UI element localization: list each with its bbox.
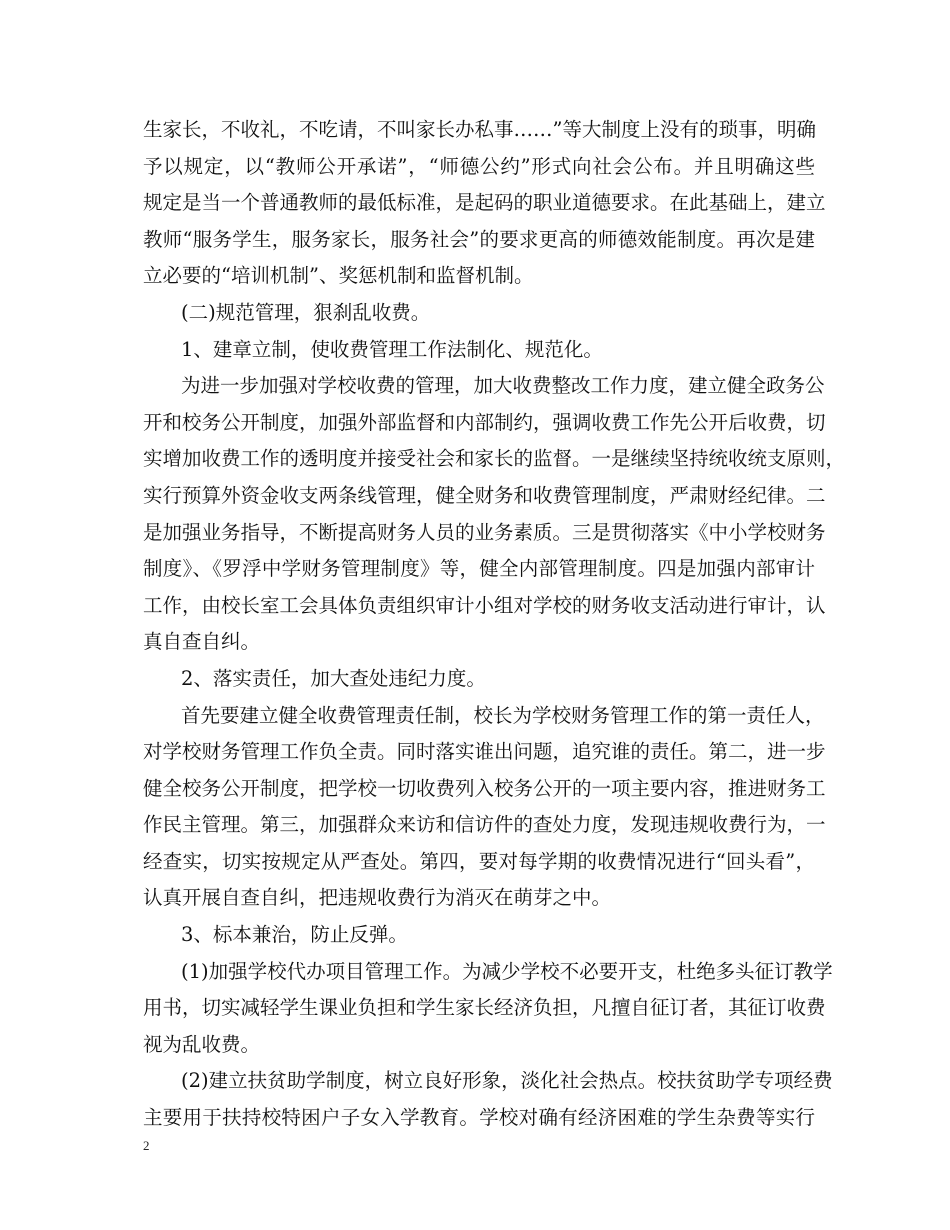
text-line: 健全校务公开制度，把学校一切收费列入校务公开的一项主要内容，推进财务工 <box>143 776 826 800</box>
text-line: (2)建立扶贫助学制度，树立良好形象，淡化社会热点。校扶贫助学专项经费 <box>181 1069 833 1093</box>
text-line: 是加强业务指导，不断提高财务人员的业务素质。三是贯彻落实《中小学校财务 <box>143 520 826 544</box>
paragraph <box>143 112 826 295</box>
paragraph <box>143 1063 833 1136</box>
paragraph <box>143 917 815 954</box>
text-line: 予以规定，以“教师公开承诺”，“师德公约”形式向社会公布。并且明确这些 <box>143 154 815 178</box>
text-line: 实行预算外资金收支两条线管理，健全财务和收费管理制度，严肃财经纪律。二 <box>143 483 826 507</box>
text-line: 经查实，切实按规定从严查处。第四，要对每学期的收费情况进行“回头看”， <box>143 849 815 873</box>
text-line: 对学校财务管理工作负全责。同时落实谁出问题，追究谁的责任。第二，进一步 <box>143 740 826 764</box>
text-line: 3、标本兼治，防止反弹。 <box>181 923 408 947</box>
text-line: 教师“服务学生，服务家长，服务社会”的要求更高的师德效能制度。再次是建 <box>143 227 815 251</box>
text-line: (二)规范管理，狠刹乱收费。 <box>181 300 431 324</box>
paragraph <box>143 368 846 661</box>
paragraph <box>143 332 815 369</box>
text-line: 主要用于扶持校特困户子女入学教育。学校对确有经济困难的学生杂费等实行 <box>143 1106 815 1130</box>
text-line: 生家长，不收礼，不吃请，不叫家长办私事……”等大制度上没有的琐事，明确 <box>143 118 816 141</box>
document-body <box>143 112 846 1137</box>
paragraph <box>143 954 833 1064</box>
text-line: 规定是当一个普通教师的最低标准，是起码的职业道德要求。在此基础上，建立 <box>143 191 826 215</box>
text-line: 开和校务公开制度，加强外部监督和内部制约，强调收费工作先公开后收费，切 <box>143 410 826 434</box>
text-line: 首先要建立健全收费管理责任制，校长为学校财务管理工作的第一责任人， <box>181 703 825 727</box>
text-line: 实增加收费工作的透明度并接受社会和家长的监督。一是继续坚持统收统支原则， <box>143 447 846 471</box>
text-line: 认真开展自查自纠，把违规收费行为消灭在萌芽之中。 <box>143 886 612 910</box>
text-line: 为进一步加强对学校收费的管理，加大收费整改工作力度，建立健全政务公 <box>181 374 825 398</box>
text-line: (1)加强学校代办项目管理工作。为减少学校不必要开支，杜绝多头征订教学 <box>181 959 833 983</box>
text-line: 立必要的“培训机制”、奖惩机制和监督机制。 <box>143 264 534 288</box>
text-line: 1、建章立制，使收费管理工作法制化、规范化。 <box>181 337 603 361</box>
paragraph <box>143 698 826 918</box>
paragraph <box>143 295 815 332</box>
text-line: 2、落实责任，加大查处违纪力度。 <box>181 666 486 690</box>
text-line: 工作，由校长室工会具体负责组织审计小组对学校的财务收支活动进行审计，认 <box>143 593 826 617</box>
text-line: 真自查自纠。 <box>143 630 261 654</box>
text-line: 用书，切实减轻学生课业负担和学生家长经济负担，凡擅自征订者，其征订收费 <box>143 996 826 1020</box>
text-line: 视为乱收费。 <box>143 1032 261 1056</box>
text-line: 制度》、《罗浮中学财务管理制度》等，健全内部管理制度。四是加强内部审计 <box>143 557 815 581</box>
text-line: 作民主管理。第三，加强群众来访和信访件的查处力度，发现违规收费行为，一 <box>143 813 826 837</box>
page-number: 2 <box>143 1138 150 1153</box>
paragraph <box>143 661 815 698</box>
